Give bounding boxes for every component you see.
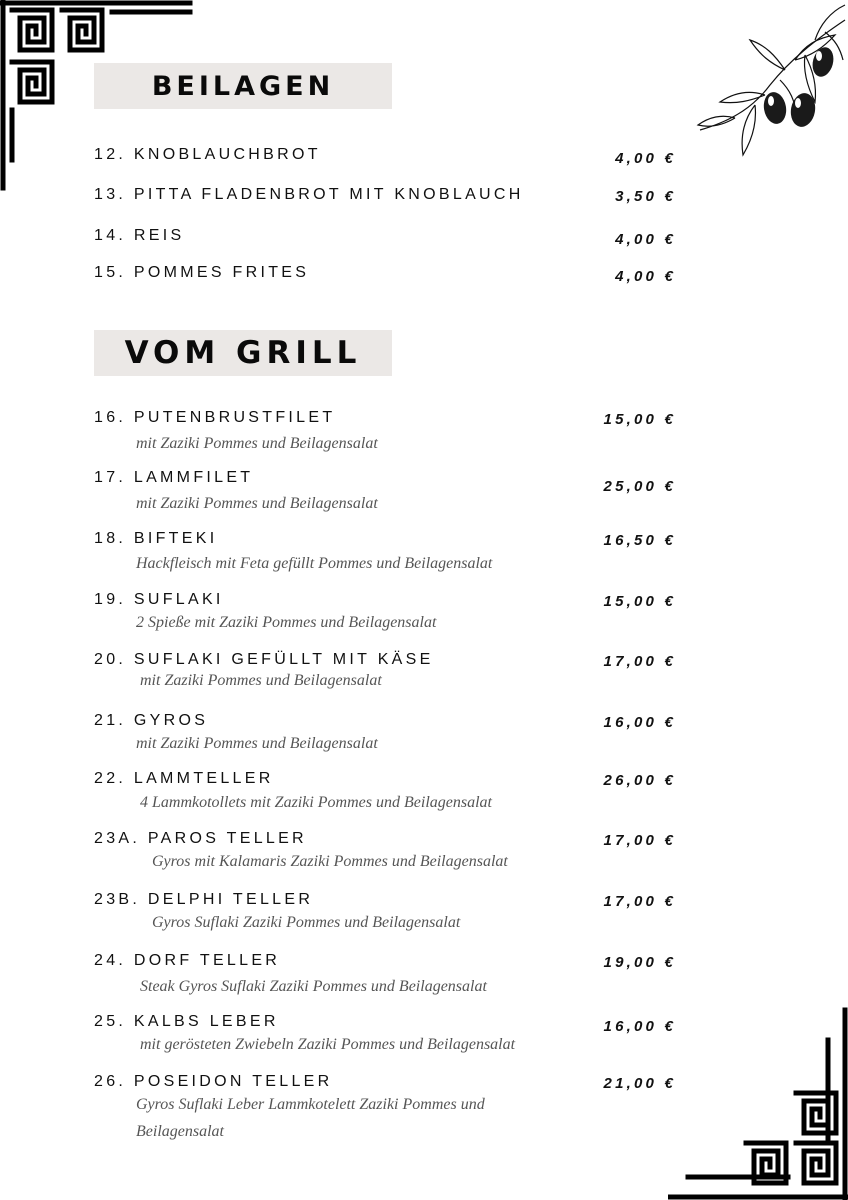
item-price: 16,00 € xyxy=(603,714,676,731)
item-price: 19,00 € xyxy=(603,954,676,971)
item-name: 24. DORF TELLER xyxy=(94,952,281,969)
item-name: 13. PITTA FLADENBROT MIT KNOBLAUCH xyxy=(94,186,524,203)
item-name: 23A. PAROS TELLER xyxy=(94,830,307,847)
item-price: 16,50 € xyxy=(603,532,676,549)
item-price: 15,00 € xyxy=(603,593,676,610)
item-name: 17. LAMMFILET xyxy=(94,469,254,486)
item-description: Gyros Suflaki Zaziki Pommes und Beilagensalat xyxy=(152,914,461,931)
item-price: 4,00 € xyxy=(615,268,676,285)
item-description: Gyros mit Kalamaris Zaziki Pommes und Beilagensalat xyxy=(152,853,508,870)
item-name: 15. POMMES FRITES xyxy=(94,264,310,281)
item-name: 12. KNOBLAUCHBROT xyxy=(94,146,321,163)
item-description: mit Zaziki Pommes und Beilagensalat xyxy=(136,435,378,452)
item-description: Hackfleisch mit Feta gefüllt Pommes und Beilagensalat xyxy=(136,555,493,572)
item-price: 16,00 € xyxy=(603,1018,676,1035)
item-description: mit Zaziki Pommes und Beilagensalat xyxy=(136,495,378,512)
item-description: mit Zaziki Pommes und Beilagensalat xyxy=(140,672,382,689)
item-description: mit gerösteten Zwiebeln Zaziki Pommes und Beilagensalat xyxy=(140,1036,516,1053)
item-price: 26,00 € xyxy=(603,772,676,789)
item-price: 4,00 € xyxy=(615,231,676,248)
olive-branch-icon xyxy=(695,0,848,165)
item-price: 3,50 € xyxy=(615,188,676,205)
greek-key-icon xyxy=(668,1005,848,1200)
item-name: 18. BIFTEKI xyxy=(94,530,218,547)
item-name: 23B. DELPHI TELLER xyxy=(94,891,314,908)
section-title-grill: VOM GRILL xyxy=(94,330,392,376)
item-name: 19. SUFLAKI xyxy=(94,591,224,608)
item-price: 4,00 € xyxy=(615,150,676,167)
item-price: 15,00 € xyxy=(603,411,676,428)
item-price: 17,00 € xyxy=(603,893,676,910)
item-description: 4 Lammkotollets mit Zaziki Pommes und Beilagensalat xyxy=(140,794,492,811)
item-description: 2 Spieße mit Zaziki Pommes und Beilagensalat xyxy=(136,614,437,631)
item-price: 25,00 € xyxy=(603,478,676,495)
item-description: Gyros Suflaki Leber Lammkotelett Zaziki Pommes und Beilagensalat xyxy=(136,1096,485,1140)
item-price: 17,00 € xyxy=(603,832,676,849)
item-name: 16. PUTENBRUSTFILET xyxy=(94,409,336,426)
section-title-beilagen: BEILAGEN xyxy=(94,63,392,109)
item-price: 21,00 € xyxy=(603,1075,676,1092)
item-name: 26. POSEIDON TELLER xyxy=(94,1073,333,1090)
item-name: 25. KALBS LEBER xyxy=(94,1013,279,1030)
item-name: 21. GYROS xyxy=(94,712,209,729)
item-name: 22. LAMMTELLER xyxy=(94,770,274,787)
item-description: mit Zaziki Pommes und Beilagensalat xyxy=(136,735,378,752)
item-price: 17,00 € xyxy=(603,653,676,670)
item-name: 20. SUFLAKI GEFÜLLT MIT KÄSE xyxy=(94,651,434,668)
item-description: Steak Gyros Suflaki Zaziki Pommes und Beilagensalat xyxy=(140,978,487,995)
item-name: 14. REIS xyxy=(94,227,185,244)
